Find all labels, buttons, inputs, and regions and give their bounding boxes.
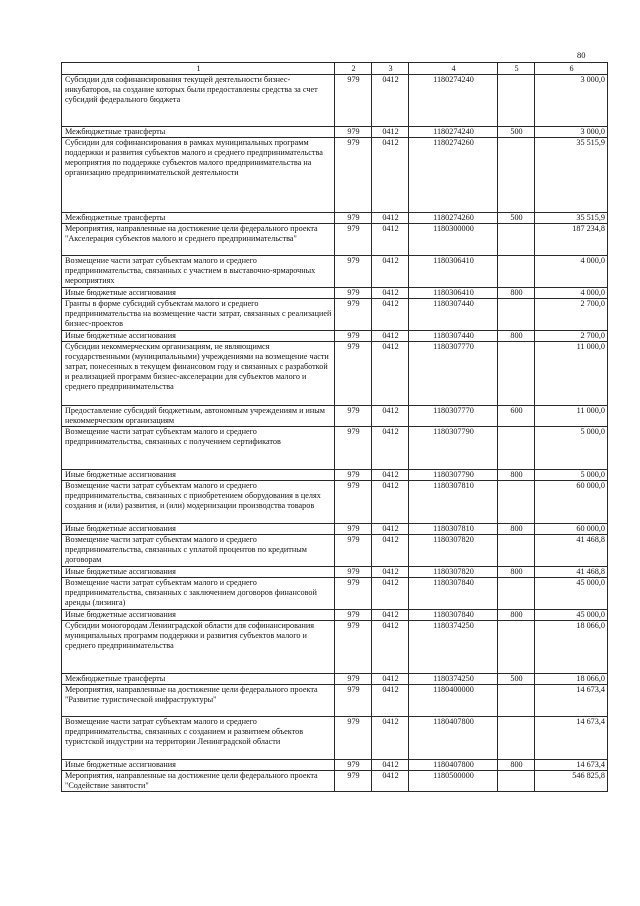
row-name: Мероприятия, направленные на достижение цели федерального проекта "Акселерация субъектов малого и среднего предпринимательства" bbox=[62, 224, 335, 256]
table-row bbox=[62, 771, 608, 792]
row-sum: 45 000,0 bbox=[535, 578, 608, 610]
row-gr: 979 bbox=[335, 288, 372, 299]
row-name: Возмещение части затрат субъектам малого и среднего предпринимательства, связанных с заключением договоров финансовой аренды (лизинга) bbox=[62, 578, 335, 610]
row-name: Межбюджетные трансферты bbox=[62, 127, 335, 138]
row-gr: 979 bbox=[335, 717, 372, 760]
table-row bbox=[62, 685, 608, 717]
row-name: Субсидии для софинансирования текущей деятельности бизнес-инкубаторов, на создание которых были предоставлены средства за счет субсидий федерального бюджета bbox=[62, 75, 335, 127]
row-vr: 800 bbox=[498, 331, 535, 342]
row-sum: 41 468,8 bbox=[535, 567, 608, 578]
row-csr: 1180307840 bbox=[409, 578, 498, 610]
row-vr: 800 bbox=[498, 610, 535, 621]
row-name: Предоставление субсидий бюджетным, автономным учреждениям и иным некоммерческим организациям bbox=[62, 406, 335, 427]
row-name: Гранты в форме субсидий субъектам малого и среднего предпринимательства на возмещение части затрат, связанных с реализацией бизнес-проектов bbox=[62, 299, 335, 331]
row-name: Субсидии для софинансирования в рамках муниципальных программ поддержки и развития субъектов малого и среднего предпринимательства мероприятия по поддержке субъектов малого предпринимательства на организацию предпринимательской деятельности bbox=[62, 138, 335, 213]
row-gr: 979 bbox=[335, 406, 372, 427]
row-csr: 1180307810 bbox=[409, 524, 498, 535]
row-vr: 800 bbox=[498, 524, 535, 535]
row-sum: 5 000,0 bbox=[535, 470, 608, 481]
row-gr: 979 bbox=[335, 138, 372, 213]
row-vr bbox=[498, 535, 535, 567]
row-gr: 979 bbox=[335, 224, 372, 256]
table-row bbox=[62, 299, 608, 331]
row-gr: 979 bbox=[335, 535, 372, 567]
row-sec: 0412 bbox=[372, 470, 409, 481]
row-sec: 0412 bbox=[372, 342, 409, 406]
table-row bbox=[62, 610, 608, 621]
header-col-1: 1 bbox=[62, 63, 335, 75]
row-csr: 1180307790 bbox=[409, 427, 498, 470]
budget-table bbox=[61, 62, 608, 792]
row-sec: 0412 bbox=[372, 427, 409, 470]
table-row bbox=[62, 621, 608, 674]
row-vr bbox=[498, 427, 535, 470]
row-sec: 0412 bbox=[372, 524, 409, 535]
row-sum: 41 468,8 bbox=[535, 535, 608, 567]
table-row bbox=[62, 481, 608, 524]
row-csr: 1180400000 bbox=[409, 685, 498, 717]
row-sec: 0412 bbox=[372, 406, 409, 427]
row-vr: 800 bbox=[498, 760, 535, 771]
row-csr: 1180307770 bbox=[409, 406, 498, 427]
row-csr: 1180374250 bbox=[409, 621, 498, 674]
table-row bbox=[62, 127, 608, 138]
row-vr: 500 bbox=[498, 213, 535, 224]
row-vr bbox=[498, 621, 535, 674]
row-gr: 979 bbox=[335, 299, 372, 331]
row-name: Возмещение части затрат субъектам малого и среднего предпринимательства, связанных с уплатой процентов по кредитным договорам bbox=[62, 535, 335, 567]
row-sum: 45 000,0 bbox=[535, 610, 608, 621]
row-sec: 0412 bbox=[372, 331, 409, 342]
row-sec: 0412 bbox=[372, 610, 409, 621]
row-csr: 1180307790 bbox=[409, 470, 498, 481]
row-sum: 18 066,0 bbox=[535, 621, 608, 674]
row-csr: 1180274260 bbox=[409, 213, 498, 224]
table-row bbox=[62, 674, 608, 685]
row-gr: 979 bbox=[335, 331, 372, 342]
row-vr: 500 bbox=[498, 127, 535, 138]
row-name: Возмещение части затрат субъектам малого и среднего предпринимательства, связанных с участием в выставочно-ярмарочных мероприятиях bbox=[62, 256, 335, 288]
row-name: Иные бюджетные ассигнования bbox=[62, 567, 335, 578]
row-gr: 979 bbox=[335, 470, 372, 481]
row-vr bbox=[498, 299, 535, 331]
row-name: Возмещение части затрат субъектам малого и среднего предпринимательства, связанных с получением сертификатов bbox=[62, 427, 335, 470]
row-csr: 1180407800 bbox=[409, 760, 498, 771]
row-sec: 0412 bbox=[372, 567, 409, 578]
row-sum: 14 673,4 bbox=[535, 717, 608, 760]
row-sec: 0412 bbox=[372, 75, 409, 127]
row-sum: 60 000,0 bbox=[535, 481, 608, 524]
row-vr bbox=[498, 342, 535, 406]
row-sec: 0412 bbox=[372, 760, 409, 771]
row-sum: 11 000,0 bbox=[535, 342, 608, 406]
row-sec: 0412 bbox=[372, 127, 409, 138]
row-sum: 546 825,8 bbox=[535, 771, 608, 792]
row-name: Возмещение части затрат субъектам малого и среднего предпринимательства, связанных с приобретением оборудования в целях создания и (или) развития, и (или) модернизации производства товаров bbox=[62, 481, 335, 524]
row-sec: 0412 bbox=[372, 621, 409, 674]
table-row bbox=[62, 342, 608, 406]
table-row bbox=[62, 567, 608, 578]
row-sec: 0412 bbox=[372, 535, 409, 567]
row-gr: 979 bbox=[335, 578, 372, 610]
row-sum: 3 000,0 bbox=[535, 127, 608, 138]
row-name: Иные бюджетные ассигнования bbox=[62, 760, 335, 771]
row-gr: 979 bbox=[335, 621, 372, 674]
row-gr: 979 bbox=[335, 427, 372, 470]
table-row bbox=[62, 535, 608, 567]
row-csr: 1180306410 bbox=[409, 256, 498, 288]
table-row bbox=[62, 224, 608, 256]
table-row bbox=[62, 288, 608, 299]
row-name: Иные бюджетные ассигнования bbox=[62, 288, 335, 299]
row-gr: 979 bbox=[335, 342, 372, 406]
table-row bbox=[62, 578, 608, 610]
row-vr bbox=[498, 75, 535, 127]
row-sum: 3 000,0 bbox=[535, 75, 608, 127]
row-gr: 979 bbox=[335, 685, 372, 717]
row-name: Возмещение части затрат субъектам малого и среднего предпринимательства, связанных с созданием и развитием объектов туристской индустрии на территории Ленинградской области bbox=[62, 717, 335, 760]
row-vr bbox=[498, 717, 535, 760]
header-col-4: 4 bbox=[409, 63, 498, 75]
row-csr: 1180307770 bbox=[409, 342, 498, 406]
table-row bbox=[62, 406, 608, 427]
row-sec: 0412 bbox=[372, 674, 409, 685]
table-row bbox=[62, 138, 608, 213]
row-sum: 60 000,0 bbox=[535, 524, 608, 535]
row-name: Иные бюджетные ассигнования bbox=[62, 524, 335, 535]
row-gr: 979 bbox=[335, 256, 372, 288]
row-sec: 0412 bbox=[372, 685, 409, 717]
row-sum: 35 515,9 bbox=[535, 213, 608, 224]
row-csr: 1180274240 bbox=[409, 75, 498, 127]
row-gr: 979 bbox=[335, 760, 372, 771]
row-sum: 14 673,4 bbox=[535, 685, 608, 717]
row-gr: 979 bbox=[335, 524, 372, 535]
row-vr bbox=[498, 578, 535, 610]
row-vr bbox=[498, 224, 535, 256]
row-name: Субсидии некоммерческим организациям, не являющимся государственными (муниципальными) учреждениями на возмещение части затрат, понесенных в текущем финансовом году и связанных с разработкой и реализацией программ бизнес-акселерации для субъектов малого и среднего предпринимательства bbox=[62, 342, 335, 406]
row-vr bbox=[498, 771, 535, 792]
table-row bbox=[62, 717, 608, 760]
row-csr: 1180307820 bbox=[409, 567, 498, 578]
row-gr: 979 bbox=[335, 567, 372, 578]
table-row bbox=[62, 427, 608, 470]
row-vr: 800 bbox=[498, 288, 535, 299]
row-csr: 1180307820 bbox=[409, 535, 498, 567]
row-sum: 14 673,4 bbox=[535, 760, 608, 771]
row-sec: 0412 bbox=[372, 138, 409, 213]
row-csr: 1180500000 bbox=[409, 771, 498, 792]
row-sec: 0412 bbox=[372, 224, 409, 256]
row-name: Мероприятия, направленные на достижение цели федерального проекта "Развитие туристической инфраструктуры" bbox=[62, 685, 335, 717]
row-vr bbox=[498, 481, 535, 524]
row-sec: 0412 bbox=[372, 717, 409, 760]
row-vr: 800 bbox=[498, 567, 535, 578]
row-csr: 1180300000 bbox=[409, 224, 498, 256]
row-sum: 4 000,0 bbox=[535, 256, 608, 288]
row-sec: 0412 bbox=[372, 213, 409, 224]
row-name: Мероприятия, направленные на достижение цели федерального проекта "Содействие занятости" bbox=[62, 771, 335, 792]
row-name: Иные бюджетные ассигнования bbox=[62, 331, 335, 342]
row-vr bbox=[498, 138, 535, 213]
row-sec: 0412 bbox=[372, 288, 409, 299]
table-row bbox=[62, 470, 608, 481]
row-vr: 500 bbox=[498, 674, 535, 685]
row-sum: 5 000,0 bbox=[535, 427, 608, 470]
header-col-5: 5 bbox=[498, 63, 535, 75]
row-sum: 4 000,0 bbox=[535, 288, 608, 299]
row-csr: 1180307810 bbox=[409, 481, 498, 524]
row-csr: 1180307440 bbox=[409, 299, 498, 331]
row-name: Иные бюджетные ассигнования bbox=[62, 610, 335, 621]
row-csr: 1180307840 bbox=[409, 610, 498, 621]
row-gr: 979 bbox=[335, 610, 372, 621]
row-vr: 800 bbox=[498, 470, 535, 481]
row-name: Межбюджетные трансферты bbox=[62, 674, 335, 685]
header-col-2: 2 bbox=[335, 63, 372, 75]
row-gr: 979 bbox=[335, 213, 372, 224]
header-row bbox=[62, 63, 608, 75]
row-csr: 1180274260 bbox=[409, 138, 498, 213]
row-sum: 2 700,0 bbox=[535, 331, 608, 342]
row-gr: 979 bbox=[335, 481, 372, 524]
table-row bbox=[62, 760, 608, 771]
row-gr: 979 bbox=[335, 127, 372, 138]
row-sec: 0412 bbox=[372, 299, 409, 331]
row-sec: 0412 bbox=[372, 256, 409, 288]
row-sum: 187 234,8 bbox=[535, 224, 608, 256]
table-row bbox=[62, 524, 608, 535]
page-number: 80 bbox=[577, 50, 586, 60]
row-gr: 979 bbox=[335, 771, 372, 792]
row-sum: 35 515,9 bbox=[535, 138, 608, 213]
table-row bbox=[62, 331, 608, 342]
row-vr bbox=[498, 256, 535, 288]
header-col-3: 3 bbox=[372, 63, 409, 75]
row-name: Межбюджетные трансферты bbox=[62, 213, 335, 224]
table-row bbox=[62, 75, 608, 127]
row-sec: 0412 bbox=[372, 481, 409, 524]
row-vr: 600 bbox=[498, 406, 535, 427]
row-vr bbox=[498, 685, 535, 717]
row-sum: 11 000,0 bbox=[535, 406, 608, 427]
row-csr: 1180307440 bbox=[409, 331, 498, 342]
header-col-6: 6 bbox=[535, 63, 608, 75]
row-csr: 1180374250 bbox=[409, 674, 498, 685]
table-row bbox=[62, 213, 608, 224]
row-csr: 1180306410 bbox=[409, 288, 498, 299]
row-name: Субсидии моногородам Ленинградской области для софинансирования муниципальных программ поддержки и развития субъектов малого и среднего предпринимательства bbox=[62, 621, 335, 674]
table-row bbox=[62, 256, 608, 288]
row-sec: 0412 bbox=[372, 578, 409, 610]
row-gr: 979 bbox=[335, 674, 372, 685]
row-sec: 0412 bbox=[372, 771, 409, 792]
row-sum: 2 700,0 bbox=[535, 299, 608, 331]
row-csr: 1180274240 bbox=[409, 127, 498, 138]
row-name: Иные бюджетные ассигнования bbox=[62, 470, 335, 481]
row-gr: 979 bbox=[335, 75, 372, 127]
row-csr: 1180407800 bbox=[409, 717, 498, 760]
row-sum: 18 066,0 bbox=[535, 674, 608, 685]
